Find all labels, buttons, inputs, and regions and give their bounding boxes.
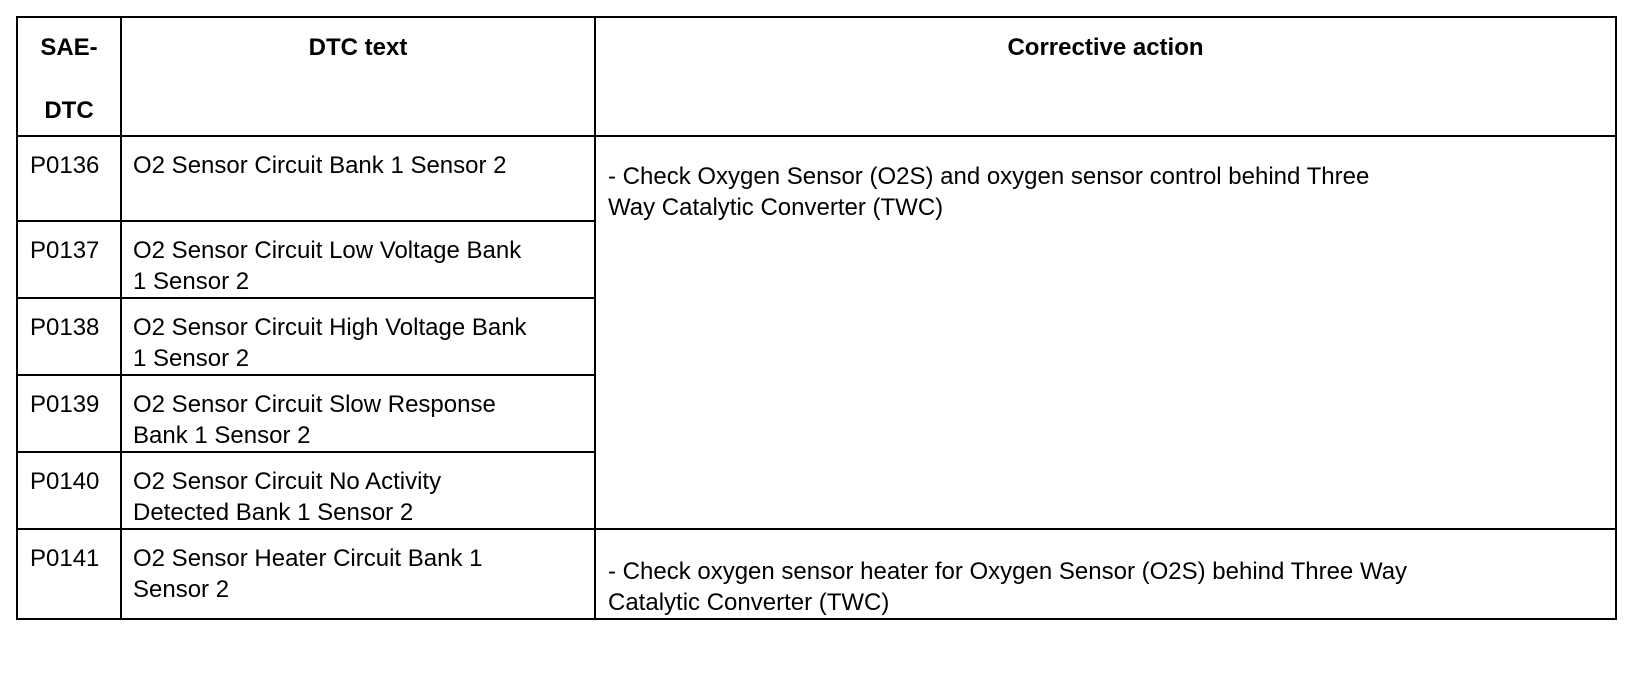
dtc-text-line: 1 Sensor 2	[133, 268, 250, 295]
header-dtc-text: DTC text	[121, 17, 595, 136]
dtc-text-line: Sensor 2	[133, 576, 230, 603]
dtc-code: P0136	[17, 136, 121, 221]
dtc-text	[121, 375, 595, 452]
corrective-action-line: - Check Oxygen Sensor (O2S) and oxygen sensor control behind Three	[608, 163, 1370, 190]
dtc-text-line: O2 Sensor Circuit Slow Response	[133, 391, 496, 418]
dtc-code: P0140	[17, 452, 121, 529]
dtc-text	[121, 221, 595, 298]
corrective-action-cell	[595, 136, 1616, 529]
table-row	[17, 136, 1616, 221]
dtc-text-line: O2 Sensor Circuit No Activity	[133, 468, 442, 495]
dtc-text-line: Bank 1 Sensor 2	[133, 422, 311, 449]
dtc-code: P0141	[17, 529, 121, 619]
dtc-text-line: O2 Sensor Circuit High Voltage Bank	[133, 314, 527, 341]
corrective-action-line: Catalytic Converter (TWC)	[608, 589, 890, 616]
dtc-code: P0139	[17, 375, 121, 452]
table-row	[17, 529, 1616, 619]
dtc-text-line: O2 Sensor Circuit Low Voltage Bank	[133, 237, 522, 264]
corrective-action-line: - Check oxygen sensor heater for Oxygen Sensor (O2S) behind Three Way	[608, 558, 1408, 585]
dtc-text-line: 1 Sensor 2	[133, 345, 250, 372]
corrective-action-cell	[595, 529, 1616, 619]
dtc-code: P0137	[17, 221, 121, 298]
header-sae-line2: DTC	[44, 97, 94, 124]
dtc-text	[121, 298, 595, 375]
dtc-table	[16, 16, 1617, 620]
corrective-action-line: Way Catalytic Converter (TWC)	[608, 194, 944, 221]
dtc-code: P0138	[17, 298, 121, 375]
header-row	[17, 17, 1616, 136]
header-sae-line1: SAE-	[40, 34, 98, 61]
dtc-text	[121, 529, 595, 619]
header-sae-dtc	[17, 17, 121, 136]
dtc-text: O2 Sensor Circuit Bank 1 Sensor 2	[121, 136, 595, 221]
dtc-text-line: O2 Sensor Heater Circuit Bank 1	[133, 545, 483, 572]
dtc-text-line: Detected Bank 1 Sensor 2	[133, 499, 414, 526]
dtc-text	[121, 452, 595, 529]
header-corrective-action: Corrective action	[595, 17, 1616, 136]
